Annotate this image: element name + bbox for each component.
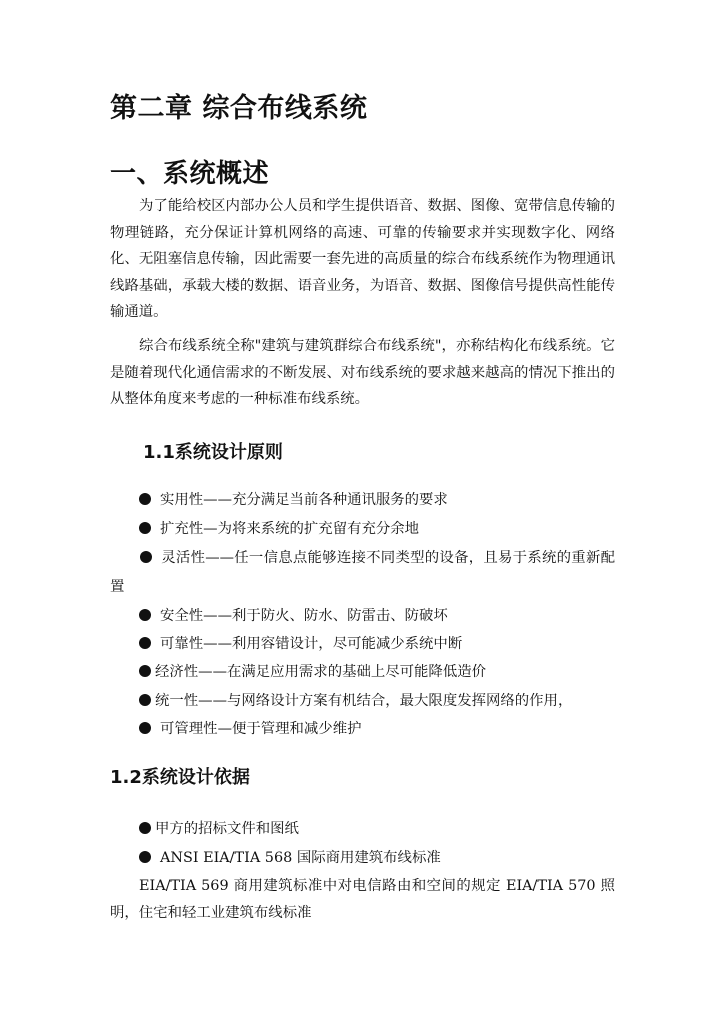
principle-text: 可管理性—便于管理和减少维护 [160, 721, 362, 737]
bullet-icon [139, 493, 151, 505]
overview-paragraph-1: 为了能给校区内部办公人员和学生提供语音、数据、图像、宽带信息传输的物理链路，充分保证计算机网络的高速、可靠的传输要求并实现数字化、网络化、无阻塞信息传输，因此需要一套先进的高质量的综合布线系统作为物理通讯线路基础，承载大楼的数据、语音业务，为语音、数据、图像信号提供高性能传输通道。 [110, 198, 615, 320]
principle-item [139, 487, 448, 514]
principle-text: 经济性——在满足应用需求的基础上尽可能降低造价 [155, 664, 486, 680]
principle-item [110, 544, 615, 602]
bullet-icon [139, 665, 151, 677]
bullet-icon [139, 822, 151, 834]
design-basis-heading: 1.2系统设计依据 [110, 767, 250, 788]
principle-text: 扩充性—为将来系统的扩充留有充分余地 [160, 521, 420, 537]
principle-text: 安全性——利于防火、防水、防雷击、防破坏 [160, 608, 448, 624]
overview-paragraph-2: 综合布线系统全称"建筑与建筑群综合布线系统"，亦称结构化布线系统。它是随着现代化通信需求的不断发展、对布线系统的要求越来越高的情况下推出的从整体角度来考虑的一种标准布线系统。 [110, 338, 615, 407]
bullet-icon [139, 609, 151, 621]
principle-item [139, 603, 448, 630]
basis-item [139, 845, 441, 872]
bullet-icon [139, 694, 151, 706]
bullet-icon [139, 722, 151, 734]
basis-item [139, 816, 299, 843]
principle-text: 灵活性——任一信息点能够连接不同类型的设备，且易于系统的重新配置 [110, 550, 615, 595]
basis-text: 甲方的招标文件和图纸 [155, 821, 299, 837]
bullet-icon [139, 522, 151, 534]
basis-text: ANSI EIA/TIA 568 国际商用建筑布线标准 [160, 850, 441, 866]
section-title: 一、系统概述 [110, 159, 270, 189]
principle-text: 可靠性——利用容错设计，尽可能减少系统中断 [160, 636, 463, 652]
chapter-title: 第二章 综合布线系统 [110, 93, 368, 124]
principle-item [139, 688, 572, 715]
principle-text: 实用性——充分满足当前各种通讯服务的要求 [160, 492, 448, 508]
bullet-icon [140, 551, 152, 563]
principle-text: 统一性——与网络设计方案有机结合，最大限度发挥网络的作用， [155, 693, 573, 709]
design-principles-heading: 1.1系统设计原则 [143, 442, 283, 463]
principle-item [139, 516, 419, 543]
principle-item [139, 659, 486, 686]
principle-item [139, 716, 361, 743]
standards-paragraph: EIA/TIA 569 商用建筑标准中对电信路由和空间的规定 EIA/TIA 570 照明，住宅和轻工业建筑布线标准 [110, 878, 615, 921]
bullet-icon [139, 637, 151, 649]
principle-item [139, 631, 462, 658]
bullet-icon [139, 851, 151, 863]
